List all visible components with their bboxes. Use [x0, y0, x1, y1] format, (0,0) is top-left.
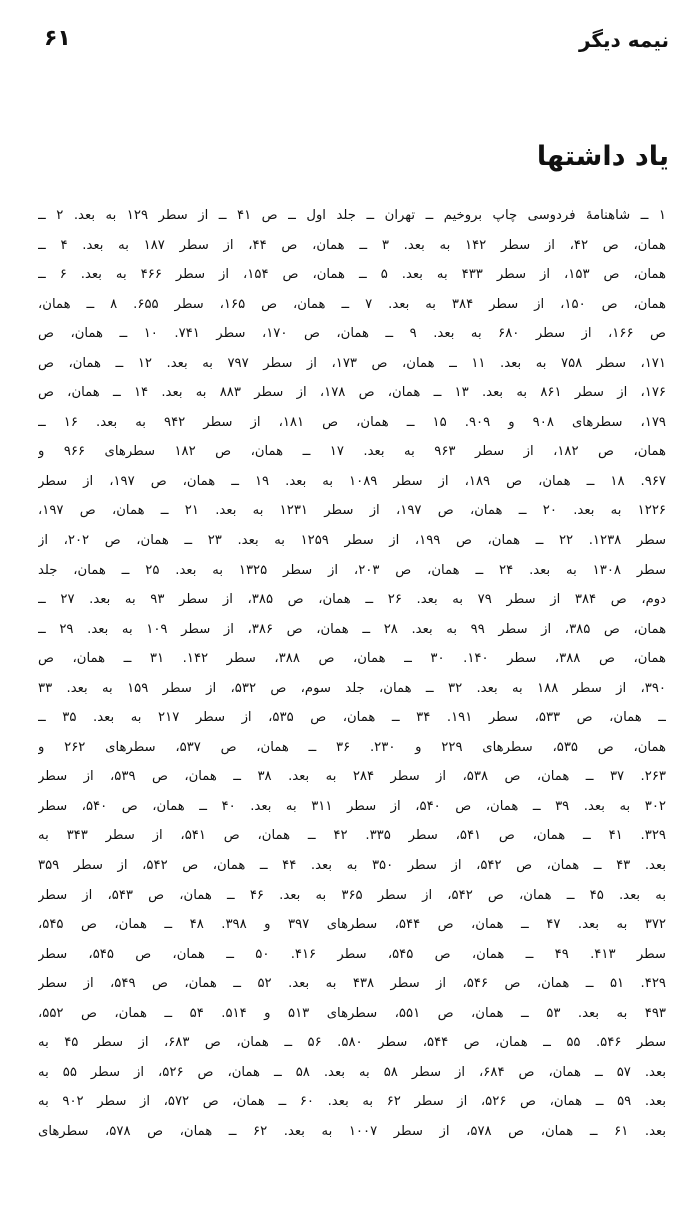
note-line: سطر ۱۲۳۸. ۲۲ ــ همان، ص ۱۹۹، از سطر ۱۲۵۹ به بعد. ۲۳ ــ همان، ص ۲۰۲، از [38, 533, 666, 549]
note-line: همان، ص ۵۳۵، سطرهای ۲۲۹ و ۲۳۰. ۳۶ ــ همان، ص ۵۳۷، سطرهای ۲۶۲ و [38, 739, 666, 755]
note-line: همان، ص ۴۲، از سطر ۱۴۲ به بعد. ۳ ــ همان، ص ۴۴، از سطر ۱۸۷ به بعد. ۴ ــ [38, 237, 666, 253]
note-line: بعد. ۴۳ ــ همان، ص ۵۴۲، از سطر ۳۵۰ به بعد. ۴۴ ــ همان، ص ۵۴۲، از سطر ۳۵۹ [38, 858, 666, 874]
note-line: همان، ص ۱۵۰، از سطر ۳۸۴ به بعد. ۷ ــ همان، ص ۱۶۵، سطر ۶۵۵. ۸ ــ همان، [38, 296, 666, 312]
note-line: ۱ ــ شاهنامهٔ فردوسی چاپ بروخیم ــ تهران ــ جلد اول ــ ص ۴۱ ــ از سطر ۱۲۹ به بعد. ۲ ــ [38, 208, 666, 223]
note-line: ص ۱۶۶، از سطر ۶۸۰ به بعد. ۹ ــ همان، ص ۱۷۰، سطر ۷۴۱. ۱۰ ــ همان، ص [38, 326, 666, 342]
note-line: به بعد. ۴۵ ــ همان، ص ۵۴۲، از سطر ۳۶۵ به بعد. ۴۶ ــ همان، ص ۵۴۳، از سطر [38, 887, 666, 903]
note-line: همان، ص ۱۸۲، از سطر ۹۶۳ به بعد. ۱۷ ــ همان، ص ۱۸۲ سطرهای ۹۶۶ و [38, 444, 666, 460]
note-line: ۳۷۲ به بعد. ۴۷ ــ همان، ص ۵۴۴، سطرهای ۳۹۷ و ۳۹۸. ۴۸ ــ همان، ص ۵۴۵، [38, 917, 666, 933]
page-number: ۶۱ [44, 26, 71, 51]
note-line: بعد. ۶۱ ــ همان، ص ۵۷۸، از سطر ۱۰۰۷ به بعد. ۶۲ ــ همان، ص ۵۷۸، سطرهای [38, 1123, 666, 1139]
note-line: ۱۷۱، سطر ۷۵۸ به بعد. ۱۱ ــ همان، ص ۱۷۳، از سطر ۷۹۷ به بعد. ۱۲ ــ همان، ص [38, 355, 666, 371]
section-heading: یاد داشتها [536, 141, 669, 172]
note-line: ۹۶۷. ۱۸ ــ همان، ص ۱۸۹، از سطر ۱۰۸۹ به بعد. ۱۹ ــ همان، ص ۱۹۷، از سطر [38, 473, 666, 489]
note-line: ۱۷۹، سطرهای ۹۰۸ و ۹۰۹. ۱۵ ــ همان، ص ۱۸۱، از سطر ۹۴۲ به بعد. ۱۶ ــ [38, 414, 666, 430]
running-title: نیمه دیگر [578, 28, 669, 52]
note-line: همان، ص ۳۸۵، از سطر ۹۹ به بعد. ۲۸ ــ همان، ص ۳۸۶، از سطر ۱۰۹ به بعد. ۲۹ ــ [38, 621, 666, 637]
note-line: ۳۹۰، از سطر ۱۸۸ به بعد. ۳۲ ــ همان، جلد سوم، ص ۵۳۲، از سطر ۱۵۹ به بعد. ۳۳ [38, 680, 666, 696]
note-line: ۴۹۳ به بعد. ۵۳ ــ همان، ص ۵۵۱، سطرهای ۵۱۳ و ۵۱۴. ۵۴ ــ همان، ص ۵۵۲، [38, 1005, 666, 1021]
note-line: ۲۶۳. ۳۷ ــ همان، ص ۵۳۸، از سطر ۲۸۴ به بعد. ۳۸ ــ همان، ص ۵۳۹، از سطر [38, 769, 666, 785]
note-line: بعد. ۵۹ ــ همان، ص ۵۲۶، از سطر ۶۲ به بعد. ۶۰ ــ همان، ص ۵۷۲، از سطر ۹۰۲ به [38, 1094, 666, 1110]
notes-body [38, 201, 666, 1147]
note-line: ۳۲۹. ۴۱ ــ همان، ص ۵۴۱، سطر ۳۳۵. ۴۲ ــ همان، ص ۵۴۱، از سطر ۳۴۳ به [38, 828, 666, 844]
note-line: ۳۰۲ به بعد. ۳۹ ــ همان، ص ۵۴۰، از سطر ۳۱۱ به بعد. ۴۰ ــ همان، ص ۵۴۰، سطر [38, 798, 666, 814]
note-line: همان، ص ۱۵۳، از سطر ۴۳۳ به بعد. ۵ ــ همان، ص ۱۵۴، از سطر ۴۶۶ به بعد. ۶ ــ [38, 267, 666, 283]
note-line: ــ همان، ص ۵۳۳، سطر ۱۹۱. ۳۴ ــ همان، ص ۵۳۵، از سطر ۲۱۷ به بعد. ۳۵ ــ [38, 710, 666, 726]
note-line: ۱۲۲۶ به بعد. ۲۰ ــ همان، ص ۱۹۷، از سطر ۱۲۳۱ به بعد. ۲۱ ــ همان، ص ۱۹۷، [38, 503, 666, 519]
note-line: دوم، ص ۳۸۴ از سطر ۷۹ به بعد. ۲۶ ــ همان، ص ۳۸۵، از سطر ۹۳ به بعد. ۲۷ ــ [38, 592, 666, 608]
note-line: ۱۷۶، از سطر ۸۶۱ به بعد. ۱۳ ــ همان، ص ۱۷۸، از سطر ۸۸۳ به بعد. ۱۴ ــ همان، ص [38, 385, 666, 401]
note-line: سطر ۴۱۳. ۴۹ ــ همان، ص ۵۴۵، سطر ۴۱۶. ۵۰ ــ همان، ص ۵۴۵، سطر [38, 946, 666, 962]
note-line: بعد. ۵۷ ــ همان، ص ۶۸۴، از سطر ۵۸ به بعد. ۵۸ ــ همان، ص ۵۲۶، از سطر ۵۵ به [38, 1064, 666, 1080]
note-line: همان، ص ۳۸۸، سطر ۱۴۰. ۳۰ ــ همان، ص ۳۸۸، سطر ۱۴۲. ۳۱ ــ همان، ص [38, 651, 666, 667]
note-line: ۴۲۹. ۵۱ ــ همان، ص ۵۴۶، از سطر ۴۳۸ به بعد. ۵۲ ــ همان، ص ۵۴۹، از سطر [38, 976, 666, 992]
note-line: سطر ۱۳۰۸ به بعد. ۲۴ ــ همان، ص ۲۰۳، از سطر ۱۳۲۵ به بعد. ۲۵ ــ همان، جلد [38, 562, 666, 578]
note-line: سطر ۵۴۶. ۵۵ ــ همان، ص ۵۴۴، سطر ۵۸۰. ۵۶ ــ همان، ص ۶۸۳، از سطر ۴۵ به [38, 1035, 666, 1051]
